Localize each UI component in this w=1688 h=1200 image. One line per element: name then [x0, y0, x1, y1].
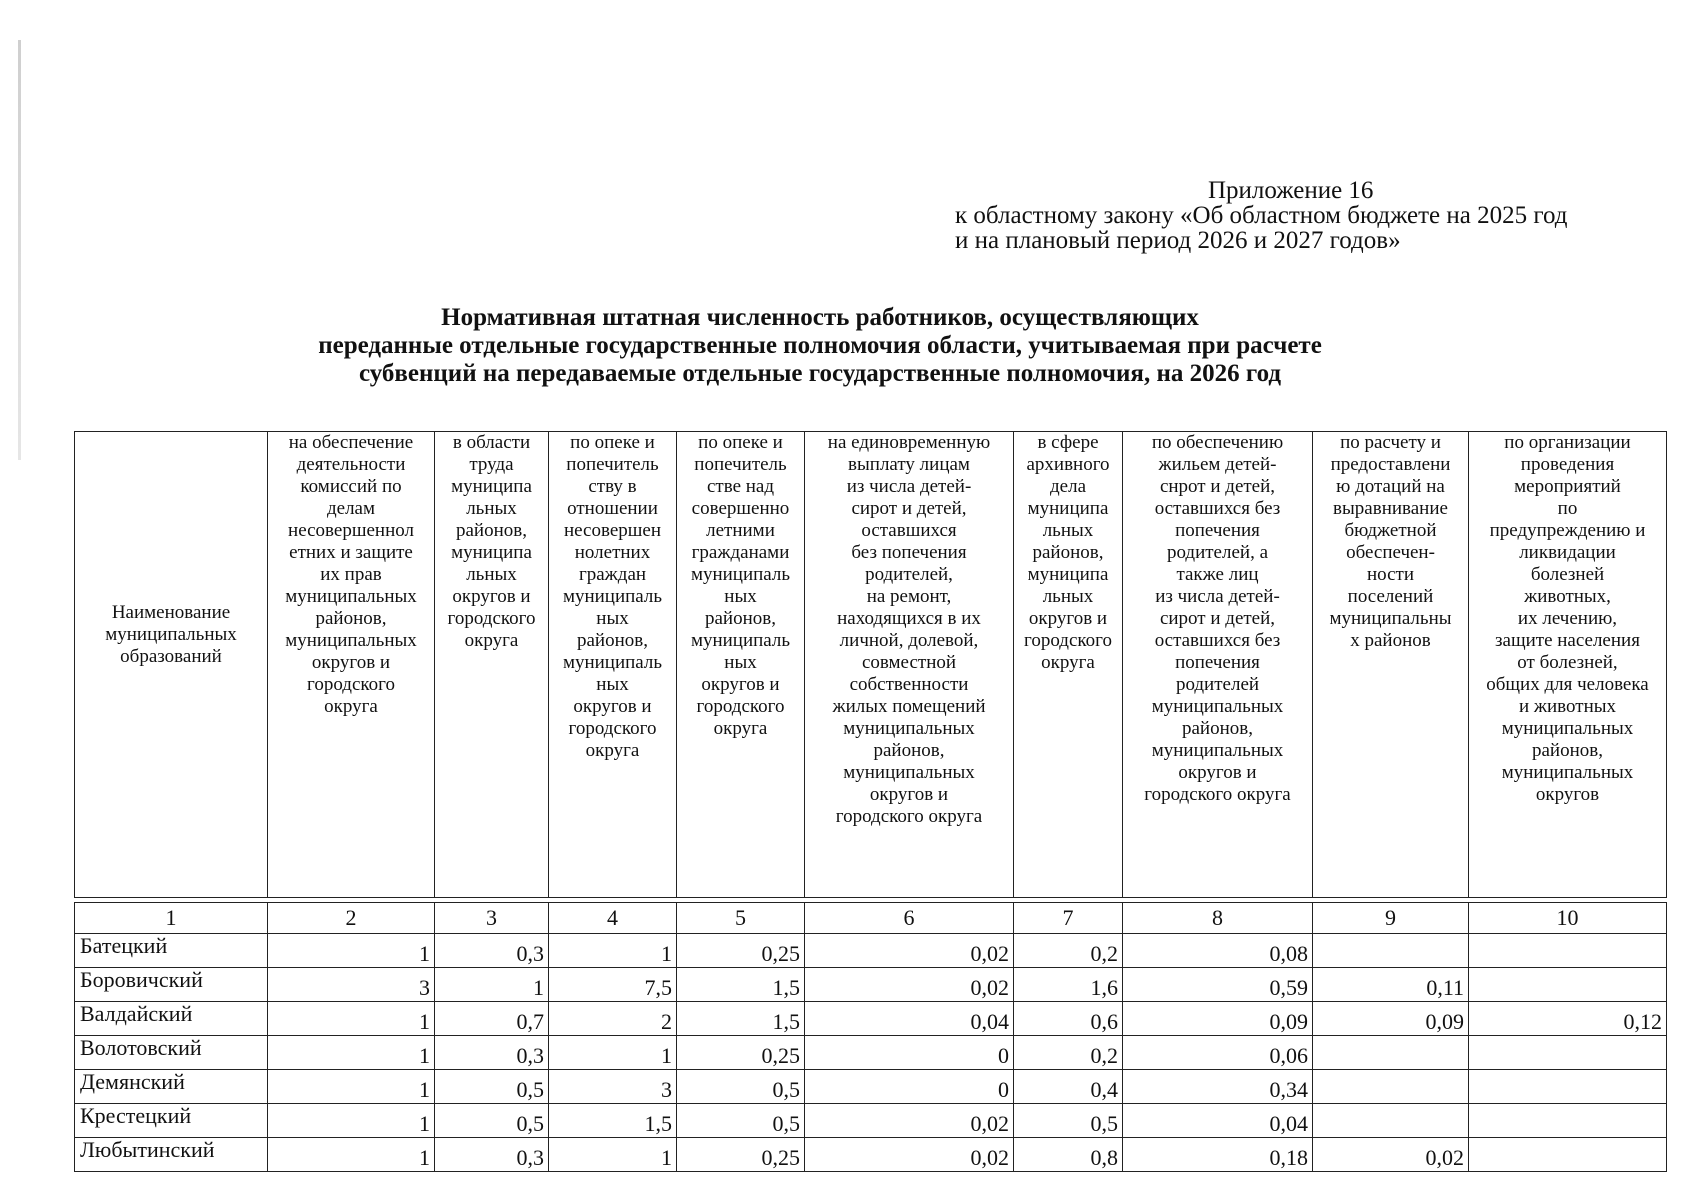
value-cell-col-10	[1469, 1104, 1667, 1138]
column-number: 5	[677, 903, 805, 934]
value-cell-col-8: 0,34	[1123, 1070, 1313, 1104]
table-header-row	[75, 432, 1667, 898]
value-cell-col-5: 1,5	[677, 968, 805, 1002]
header-col-5: по опеке и попечитель стве над совершенно летними гражданами муниципаль ных районов, муниципаль ных округов и городского округа	[677, 432, 805, 898]
value-cell-col-10	[1469, 934, 1667, 968]
value-cell-col-6: 0,02	[805, 1138, 1014, 1172]
value-cell-col-8: 0,18	[1123, 1138, 1313, 1172]
value-cell-col-6: 0	[805, 1036, 1014, 1070]
header-col-6: на единовременную выплату лицам из числа детей- сирот и детей, оставшихся без попечения родителей, на ремонт, находящихся в их личной, долевой, совместной собственности жилых помещений муниципальных районов, муниципальных округов и городского округа	[805, 432, 1014, 898]
value-cell-col-4: 7,5	[549, 968, 677, 1002]
value-cell-col-10	[1469, 1070, 1667, 1104]
value-cell-col-10	[1469, 1036, 1667, 1070]
value-cell-col-7: 0,8	[1014, 1138, 1123, 1172]
value-cell-col-7: 0,2	[1014, 1036, 1123, 1070]
municipality-name: Крестецкий	[75, 1104, 268, 1138]
value-cell-col-9	[1313, 934, 1469, 968]
municipality-name: Волотовский	[75, 1036, 268, 1070]
value-cell-col-7: 0,6	[1014, 1002, 1123, 1036]
column-number: 2	[268, 903, 435, 934]
value-cell-col-3: 0,3	[435, 934, 549, 968]
value-cell-col-8: 0,04	[1123, 1104, 1313, 1138]
value-cell-col-2: 1	[268, 934, 435, 968]
value-cell-col-4: 3	[549, 1070, 677, 1104]
value-cell-col-6: 0	[805, 1070, 1014, 1104]
value-cell-col-3: 0,3	[435, 1138, 549, 1172]
value-cell-col-9: 0,02	[1313, 1138, 1469, 1172]
value-cell-col-9	[1313, 1070, 1469, 1104]
value-cell-col-6: 0,02	[805, 934, 1014, 968]
table-row	[75, 1138, 1667, 1172]
value-cell-col-10	[1469, 1138, 1667, 1172]
value-cell-col-5: 0,25	[677, 1036, 805, 1070]
value-cell-col-8: 0,59	[1123, 968, 1313, 1002]
column-number: 8	[1123, 903, 1313, 934]
value-cell-col-4: 1	[549, 1036, 677, 1070]
header-col-4: по опеке и попечитель ству в отношении несовершен нолетних граждан муниципаль ных районов, муниципаль ных округов и городского округа	[549, 432, 677, 898]
staffing-table	[74, 431, 1667, 1172]
column-numbers-row	[75, 903, 1667, 934]
table-row	[75, 1104, 1667, 1138]
header-col-7: в сфере архивного дела муниципа льных районов, муниципа льных округов и городского округа	[1014, 432, 1123, 898]
value-cell-col-5: 0,25	[677, 1138, 805, 1172]
value-cell-col-5: 0,25	[677, 934, 805, 968]
column-number: 7	[1014, 903, 1123, 934]
value-cell-col-4: 1	[549, 1138, 677, 1172]
value-cell-col-2: 1	[268, 1036, 435, 1070]
column-number: 9	[1313, 903, 1469, 934]
appendix-line-1: Приложение 16	[1208, 177, 1374, 204]
title-line-2: переданные отдельные государственные полномочия области, учитываемая при расчете	[318, 332, 1322, 359]
table-row	[75, 1070, 1667, 1104]
value-cell-col-6: 0,02	[805, 1104, 1014, 1138]
value-cell-col-6: 0,02	[805, 968, 1014, 1002]
value-cell-col-2: 1	[268, 1138, 435, 1172]
value-cell-col-4: 1	[549, 934, 677, 968]
header-municipality: Наименование муниципальных образований	[75, 432, 268, 898]
value-cell-col-2: 3	[268, 968, 435, 1002]
title-line-3: субвенций на передаваемые отдельные государственные полномочия, на 2026 год	[358, 360, 1282, 387]
value-cell-col-2: 1	[268, 1002, 435, 1036]
scan-edge-shadow	[18, 40, 21, 460]
title-line-1: Нормативная штатная численность работников, осуществляющих	[441, 304, 1199, 331]
document-title	[100, 304, 1540, 388]
value-cell-col-4: 2	[549, 1002, 677, 1036]
value-cell-col-8: 0,08	[1123, 934, 1313, 968]
value-cell-col-7: 1,6	[1014, 968, 1123, 1002]
value-cell-col-5: 0,5	[677, 1104, 805, 1138]
value-cell-col-7: 0,5	[1014, 1104, 1123, 1138]
appendix-line-3: и на плановый период 2026 и 2027 годов»	[955, 227, 1401, 254]
value-cell-col-2: 1	[268, 1070, 435, 1104]
municipality-name: Боровичский	[75, 968, 268, 1002]
table-row	[75, 1002, 1667, 1036]
header-col-3: в области труда муниципа льных районов, муниципа льных округов и городского округа	[435, 432, 549, 898]
value-cell-col-3: 0,3	[435, 1036, 549, 1070]
column-number: 4	[549, 903, 677, 934]
table-row	[75, 968, 1667, 1002]
value-cell-col-3: 0,5	[435, 1070, 549, 1104]
appendix-line-2: к областному закону «Об областном бюджете на 2025 год	[955, 202, 1568, 229]
value-cell-col-7: 0,2	[1014, 934, 1123, 968]
value-cell-col-3: 0,5	[435, 1104, 549, 1138]
value-cell-col-6: 0,04	[805, 1002, 1014, 1036]
value-cell-col-9	[1313, 1104, 1469, 1138]
header-col-10: по организации проведения мероприятий по предупреждению и ликвидации болезней животных, их лечению, защите населения от болезней, общих для человека и животных муниципальных районов, муниципальных округов	[1469, 432, 1667, 898]
value-cell-col-9	[1313, 1036, 1469, 1070]
value-cell-col-7: 0,4	[1014, 1070, 1123, 1104]
value-cell-col-5: 1,5	[677, 1002, 805, 1036]
value-cell-col-10: 0,12	[1469, 1002, 1667, 1036]
value-cell-col-10	[1469, 968, 1667, 1002]
header-col-8: по обеспечению жильем детей- снрот и детей, оставшихся без попечения родителей, а также лиц из числа детей- сирот и детей, оставшихся без попечения родителей муниципальных районов, муниципальных округов и городского округа	[1123, 432, 1313, 898]
header-col-9: по расчету и предоставлени ю дотаций на выравнивание бюджетной обеспечен- ности поселений муниципальны х районов	[1313, 432, 1469, 898]
value-cell-col-9: 0,09	[1313, 1002, 1469, 1036]
appendix-note	[955, 178, 1655, 253]
table-row	[75, 1036, 1667, 1070]
value-cell-col-9: 0,11	[1313, 968, 1469, 1002]
municipality-name: Демянский	[75, 1070, 268, 1104]
value-cell-col-8: 0,09	[1123, 1002, 1313, 1036]
value-cell-col-5: 0,5	[677, 1070, 805, 1104]
column-number: 10	[1469, 903, 1667, 934]
municipality-name: Валдайский	[75, 1002, 268, 1036]
header-col-2: на обеспечение деятельности комиссий по делам несовершеннол етних и защите их прав муниципальных районов, муниципальных округов и городского округа	[268, 432, 435, 898]
value-cell-col-4: 1,5	[549, 1104, 677, 1138]
column-number: 6	[805, 903, 1014, 934]
column-number: 3	[435, 903, 549, 934]
column-number: 1	[75, 903, 268, 934]
value-cell-col-8: 0,06	[1123, 1036, 1313, 1070]
value-cell-col-3: 0,7	[435, 1002, 549, 1036]
table-row	[75, 934, 1667, 968]
municipality-name: Батецкий	[75, 934, 268, 968]
value-cell-col-3: 1	[435, 968, 549, 1002]
value-cell-col-2: 1	[268, 1104, 435, 1138]
municipality-name: Любытинский	[75, 1138, 268, 1172]
